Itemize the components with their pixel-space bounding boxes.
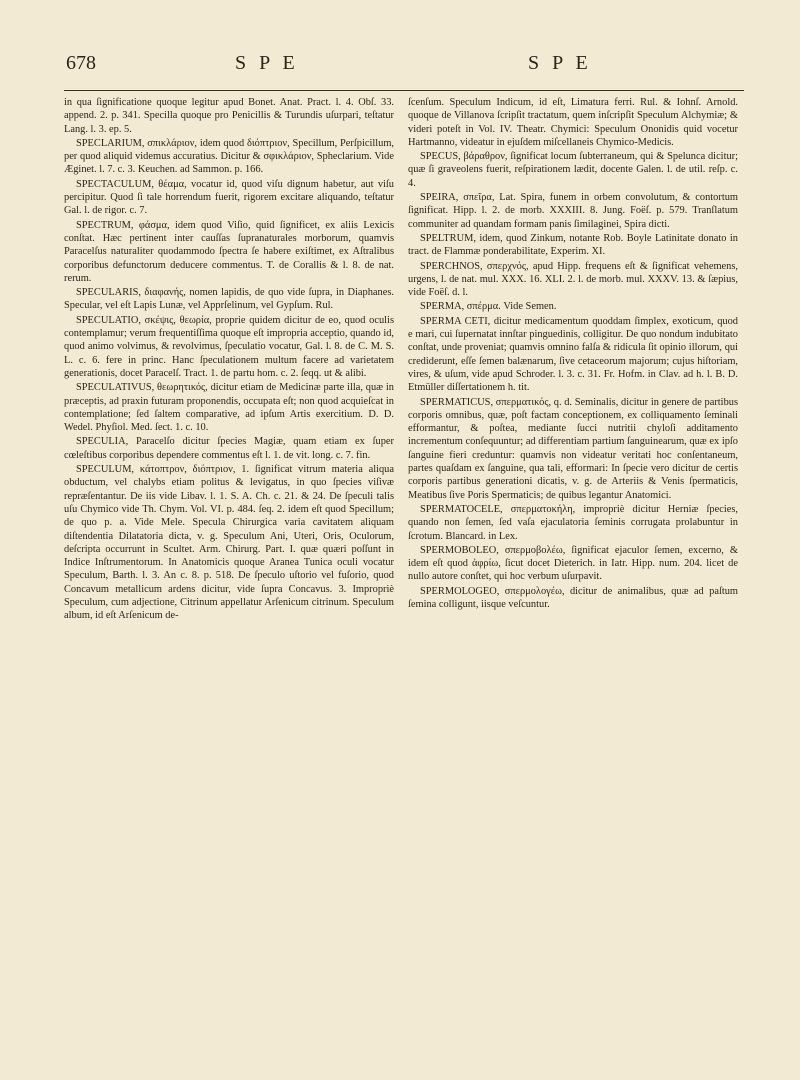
header-rule — [64, 90, 744, 91]
entry-speclarium: SPECLARIUM, σπικλάριον, idem quod διόπτριον, Specillum, Perſpicillum, per quod aliquid videmus accuratius. Dicitur & σφικλάριον, Spheclarium. Vide Æginet. l. 7. c. 3. Keuchen. ad Sammon. p. 166. — [64, 137, 394, 176]
entry-sperchnos: SPERCHNOS, σπερχνός, apud Hipp. frequens eſt & ſignificat vehemens, urgens, l. de nat. mul. XXX. 16. XLI. 2. l. de morb. mul. XXXV. 13. & ſæpius, vide Foëſ. d. l. — [408, 260, 738, 299]
running-head-left: S P E — [235, 52, 299, 74]
right-column — [408, 96, 738, 612]
entry-spectaculum: SPECTACULUM, θέαμα, vocatur id, quod viſu dignum habetur, aut viſu percipitur. Quod ſi tale horrendum fuerit, rigorem excitare aliquando, teſtatur Gal. l. de rigor. c. 7. — [64, 178, 394, 217]
entry-sperma-ceti: SPERMA CETI, dicitur medicamentum quoddam ſimplex, exoticum, quod e mari, cui ſupernatat innſtar pinguedinis, colligitur. De quo nondum indubitato conſtat, unde proveniat; quamvis omnino falſa & ridicula ſit opinio illorum, qui crediderunt, eſſe ſemen balænarum, ſive cetaceorum majorum; cujus hiſtoriam, vires, & uſum, vide apud Schroder. l. 3. c. 31. Fr. Hofm. in Clav. ad h. l. B. D. Etmüller diſſertationem h. tit. — [408, 315, 738, 394]
entry-spermoboleo: SPERMOBOLEO, σπερμοβολέω, ſignificat ejaculor ſemen, excerno, & idem eſt quod ἀφρίω, ſicut docet Dieterich. in Iatr. Hipp. num. 204. licet de nullo autore conſtet, qui hoc verbum uſurpavit. — [408, 544, 738, 583]
entry-sperma: SPERMA, σπέρμα. Vide Semen. — [420, 301, 557, 313]
running-header — [0, 52, 800, 82]
entry-specus: SPECUS, βάραθρον, ſignificat locum ſubterraneum, qui & Spelunca dicitur; quæ ſi graveolens fuerit, reſpirationem lædit, docente Galen. l. de util. reſp. c. 4. — [408, 151, 738, 189]
entry-speculia: SPECULIA, Paracelſo dicitur ſpecies Magiæ, quam etiam ex ſuper cœleſtibus corporibus dependere commentus eſt l. 1. de vit. long. c. 7. fin. — [64, 436, 394, 461]
entry-spectrum: SPECTRUM, φάσμα, idem quod Viſio, quid ſignificet, ex aliis Lexicis conſtat. Hæc pertinent inter cauſſas ſupranaturales morborum, quamvis Paracelſus naturaliter quodammodo ſpectra ſe habere exiſtimet, ex Aſtralibus corporibus defunctorum deducere commentus. T. de Corallis & l. 8. de nat. rerum. — [64, 219, 394, 284]
running-head-right: S P E — [528, 52, 592, 74]
entry-speculatio: SPECULATIO, σκέψις, θεωρία, proprie quidem dicitur de eo, quod oculis contemplamur; verum frequentiſſima quoque eſt impropria acceptio, quando id, quod animo volvimus, & revolvimus, ſpeculatio vocatur, Gal. l. 8. de C. M. S. L. c. 6. fere in princ. Hanc ſpeculationem multum facere ad varietatem generationis, docet Paracelſ. Tract. 1. de partu hom. c. 2. ſeqq. ut & alibi. — [64, 314, 394, 379]
entry-speculum-continued: ſcenſum. Speculum Indicum, id eſt, Limatura ferri. Rul. & Iohnſ. Arnold. quoque de Villanova ſcripſit tractatum, quem inſcripſit Speculum Alchymiæ; & videri poteſt in Vol. IV. Theatr. Chymici: Speculum Ononidis quid vocetur Hartmanno, videatur in ejuſdem miſcellaneis Chymico-Medicis. — [408, 97, 738, 148]
entry-spermaticus: SPERMATICUS, σπερματικός, q. d. Seminalis, dicitur in genere de partibus corporis omnibus, quæ, poſt factam conceptionem, ex colliquamento ſeminali efformantur, & poſtea, mediante ſucci nutritii chyloſi additamento incrementum conſequuntur; ad differentiam partium ſanguinearum, quæ ex ipſo ſanguine fieri creduntur: quamvis non videatur veritati hoc conſentaneum, partes quaſdam ex ſanguine, qua tali, efformari: In ſpecie vero dicitur de certis corporis partibus generationi dicatis, v. g. de Arteriis & Venis ſpermaticis, Meatibus ſive Poris Spermaticis; de quibus legantur Anatomici. — [408, 396, 738, 501]
entry-speculativus: SPECULATIVUS, θεωρητικός, dicitur etiam de Medicinæ parte illa, quæ in præceptis, ad praxin futuram proponendis, occupata eſt; non quod acquieſcat in contemplatione; ſed ſaltem comparative, ad ipſum Artis exercitium. D. D. Wedel. Phyſiol. Med. ſect. 1. c. 10. — [64, 382, 394, 434]
entry-speculum: SPECULUM, κάτοπτρον, διόπτριον, 1. ſignificat vitrum materia aliqua obductum, vel chalybs etiam politus & levigatus, in quo ſpecies viſivæ repræſentantur. De iis vide Libav. l. 1. S. A. Ch. c. 21. & 24. De ſpeculi talis uſu Chymico vide Th. Chym. Vol. VI. p. 484. ſeq. 2. idem eſt quod Specillum; de quo p. a. Vide Mele. Specula Chirurgica varia cavitatem aliquam diſtendentia Dilatatoria dicta, v. g. Speculum Ani, Uteri, Oris, Oculorum, deſcripta occurrunt in Scultet. Arm. Chirurg. Part. I. quæ quæri poſſunt in Indice Inſtrumentorum. In Anatomicis quoque Aranea Tunica oculi vocatur Speculum, Barth. l. 3. An c. 8. p. 518. De ſpeculo uſtorio vel fuſorio, quod Concavum metallicum ardens dicitur, vide ſupra Concavus. 3. Impropriè Speculum, cum adjectione, Citrinum appellatur Arſenicum citrinum. Speculum album, id eſt Arſenicum de- — [64, 464, 394, 622]
page-number: 678 — [66, 52, 96, 74]
left-column — [64, 96, 394, 624]
entry-speira: SPEIRA, σπεῖρα, Lat. Spira, funem in orbem convolutum, & contortum ſignificat. Hipp. l. 2. de morb. XXXIII. 8. Jung. Foëſ. p. 579. Tranſlatum communiter ad quandam formam panis ſimilaginei, Spira dicti. — [408, 192, 738, 230]
entry-speltrum: SPELTRUM, idem, quod Zinkum, notante Rob. Boyle Latinitate donato in tract. de Flammæ ponderabilitate, Experim. XI. — [408, 232, 738, 258]
entry-spermologeo: SPERMOLOGEO, σπερμολογέω, dicitur de animalibus, quæ ad paſtum ſemina colligunt, iisque veſcuntur. — [408, 585, 738, 610]
entry-continuation: in qua ſignificatione quoque legitur apud Bonet. Anat. Pract. l. 4. Obſ. 33. append. 2. p. 341. Specilla quoque pro Penicillis & Turundis uſurpari, teſtatur Lang. l. 3. ep. 5. — [64, 97, 394, 135]
entry-spermatocele: SPERMATOCELE, σπερματοκήλη, impropriè dicitur Herniæ ſpecies, quando non ſemen, ſed vaſa ejaculatoria ſeminis corrugata prolabuntur in ſcrotum. Blancard. in Lex. — [408, 503, 738, 542]
entry-specularis: SPECULARIS, διαφανής, nomen lapidis, de quo vide ſupra, in Diaphanes. Specular, vel eſt Lapis Lunæ, vel Apprſelinum, vel Gypſum. Rul. — [64, 287, 394, 312]
